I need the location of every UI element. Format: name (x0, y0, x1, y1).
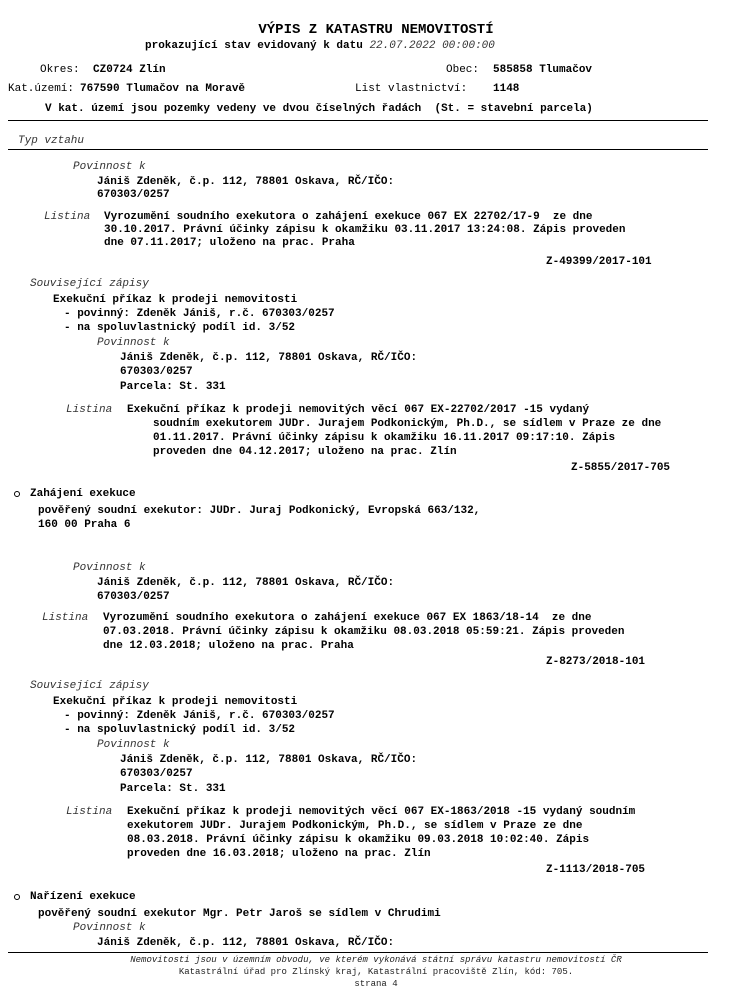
listina-text: 01.11.2017. Právní účinky zápisu k okamžiku 16.11.2017 09:17:10. Zápis (153, 432, 616, 444)
related-text: - povinný: Zdeněk Jániš, r.č. 670303/0257 (64, 308, 335, 320)
person-line: Jániš Zdeněk, č.p. 112, 78801 Oskava, RČ/IČO: (120, 754, 418, 766)
footer-divider (8, 952, 708, 953)
bullet-icon (14, 894, 20, 900)
footer-line: Nemovitosti jsou v územním obvodu, ve kterém vykonává státní správu katastru nemovitostí ČR (130, 955, 622, 965)
subtitle-label: prokazující stav evidovaný k datu (145, 40, 363, 52)
katuzemi-value: 767590 Tlumačov na Moravě (80, 83, 246, 95)
listina-label: Listina (42, 612, 89, 624)
listina-text: proveden dne 04.12.2017; uloženo na prac. Zlín (153, 446, 457, 458)
lv-value: 1148 (493, 83, 520, 95)
reference-number: Z-49399/2017-101 (546, 256, 652, 268)
povinnost-label: Povinnost k (97, 739, 170, 751)
listina-text: exekutorem JUDr. Jurajem Podkonickým, Ph.D., se sídlem v Praze ze dne (127, 820, 583, 832)
povinnost-label: Povinnost k (73, 161, 146, 173)
parcel-note: V kat. území jsou pozemky vedeny ve dvou číselných řadách (St. = stavební parcela) (45, 103, 593, 115)
obec-label: Obec: (446, 64, 480, 76)
listina-text: soudním exekutorem JUDr. Jurajem Podkonickým, Ph.D., se sídlem v Praze ze dne (153, 418, 662, 430)
related-text: - povinný: Zdeněk Jániš, r.č. 670303/0257 (64, 710, 335, 722)
related-records-label: Související zápisy (30, 680, 149, 692)
person-id: 670303/0257 (120, 768, 193, 780)
person-id: 670303/0257 (120, 366, 193, 378)
subtitle (145, 40, 495, 53)
listina-text: 08.03.2018. Právní účinky zápisu k okamžiku 09.03.2018 10:02:40. Zápis (127, 834, 590, 846)
lv-label: List vlastnictví: (355, 83, 468, 95)
related-text: - na spoluvlastnický podíl id. 3/52 (64, 322, 296, 334)
section-divider (8, 149, 708, 150)
section-text: pověřený soudní exekutor Mgr. Petr Jaroš se sídlem v Chrudimi (38, 908, 441, 920)
listina-text: Exekuční příkaz k prodeji nemovitých věcí 067 EX-1863/2018 -15 vydaný soudním (127, 806, 636, 818)
typ-vztahu-label: Typ vztahu (18, 135, 85, 147)
katuzemi-label: Kat.území: (8, 83, 75, 95)
section-text: 160 00 Praha 6 (38, 519, 131, 531)
povinnost-label: Povinnost k (97, 337, 170, 349)
page-title: VÝPIS Z KATASTRU NEMOVITOSTÍ (258, 22, 494, 38)
reference-number: Z-1113/2018-705 (546, 864, 646, 876)
listina-text: proveden dne 16.03.2018; uloženo na prac. Zlín (127, 848, 431, 860)
footer-line: Katastrální úřad pro Zlínský kraj, Katastrální pracoviště Zlín, kód: 705. (178, 967, 574, 977)
person-id: 670303/0257 (97, 591, 170, 603)
okres-label: Okres: (40, 64, 80, 76)
person-line: Jániš Zdeněk, č.p. 112, 78801 Oskava, RČ/IČO: (97, 176, 395, 188)
listina-text: dne 07.11.2017; uloženo na prac. Praha (104, 237, 355, 249)
listina-text: 07.03.2018. Právní účinky zápisu k okamžiku 08.03.2018 05:59:21. Zápis proveden (103, 626, 625, 638)
listina-label: Listina (44, 211, 91, 223)
listina-text: Vyrozumění soudního exekutora o zahájení exekuce 067 EX 1863/18-14 ze dne (103, 612, 592, 624)
person-line: Jániš Zdeněk, č.p. 112, 78801 Oskava, RČ/IČO: (120, 352, 418, 364)
related-records-label: Související zápisy (30, 278, 149, 290)
listina-text: Exekuční příkaz k prodeji nemovitých věcí 067 EX-22702/2017 -15 vydaný (127, 404, 590, 416)
parcela: Parcela: St. 331 (120, 783, 226, 795)
listina-text: 30.10.2017. Právní účinky zápisu k okamžiku 03.11.2017 13:24:08. Zápis proveden (104, 224, 626, 236)
header-divider (8, 120, 708, 121)
reference-number: Z-5855/2017-705 (571, 462, 671, 474)
related-text: - na spoluvlastnický podíl id. 3/52 (64, 724, 296, 736)
listina-text: Vyrozumění soudního exekutora o zahájení exekuce 067 EX 22702/17-9 ze dne (104, 211, 593, 223)
person-line: Jániš Zdeněk, č.p. 112, 78801 Oskava, RČ/IČO: (97, 577, 395, 589)
related-text: Exekuční příkaz k prodeji nemovitosti (53, 696, 298, 708)
obec-value: 585858 Tlumačov (493, 64, 593, 76)
section-text: pověřený soudní exekutor: JUDr. Juraj Podkonický, Evropská 663/132, (38, 505, 481, 517)
okres-value: CZ0724 Zlín (93, 64, 166, 76)
section-heading: Nařízení exekuce (30, 891, 136, 903)
bullet-icon (14, 491, 20, 497)
reference-number: Z-8273/2018-101 (546, 656, 646, 668)
listina-label: Listina (66, 806, 113, 818)
section-heading: Zahájení exekuce (30, 488, 136, 500)
person-line: Jániš Zdeněk, č.p. 112, 78801 Oskava, RČ/IČO: (97, 937, 395, 949)
povinnost-label: Povinnost k (73, 922, 146, 934)
listina-text: dne 12.03.2018; uloženo na prac. Praha (103, 640, 354, 652)
povinnost-label: Povinnost k (73, 562, 146, 574)
page-number: strana 4 (354, 979, 398, 989)
subtitle-date: 22.07.2022 00:00:00 (369, 40, 495, 52)
parcela: Parcela: St. 331 (120, 381, 226, 393)
related-text: Exekuční příkaz k prodeji nemovitosti (53, 294, 298, 306)
person-id: 670303/0257 (97, 189, 170, 201)
listina-label: Listina (66, 404, 113, 416)
